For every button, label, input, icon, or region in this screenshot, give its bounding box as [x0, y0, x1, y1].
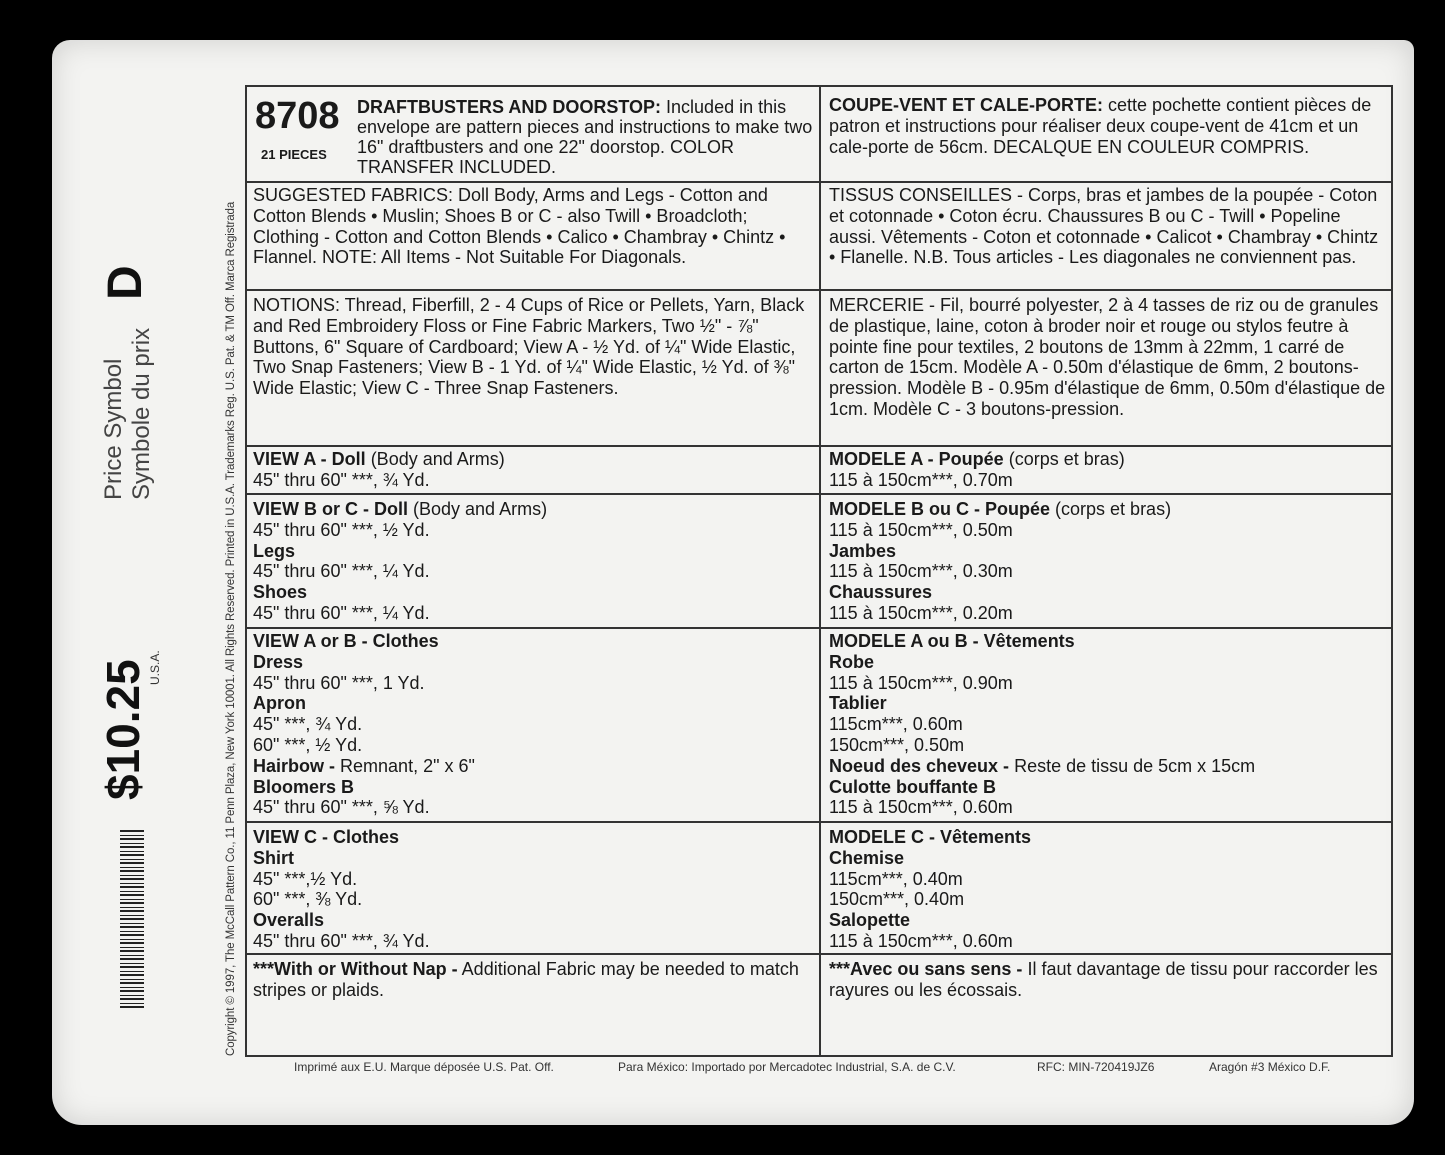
copyright-line: Copyright © 1997, The McCall Pattern Co., 11 Penn Plaza, New York 10001. All Rights Reserved. Printed in U.S.A. Trademarks Reg. U.S. Pat. & TM Off. Marca Registrada	[225, 201, 237, 1056]
yardage-line	[829, 561, 1389, 582]
yardage-heading: MODELE C - Vêtements	[829, 827, 1032, 847]
pattern-number: 8708	[255, 95, 340, 137]
view-a-en	[253, 449, 813, 491]
pieces-count: 21 PIECES	[261, 147, 327, 162]
yardage-line	[253, 499, 813, 520]
yardage-line	[253, 673, 813, 694]
yardage-line	[829, 889, 1389, 910]
yardage-detail: Remnant, 2" x 6"	[340, 755, 475, 776]
yardage-line	[253, 714, 813, 735]
yardage-value: 45" ***, ¾ Yd.	[253, 714, 363, 735]
view-a-fr	[829, 449, 1389, 491]
price-symbol-label: Price Symbol	[100, 358, 127, 500]
yardage-heading: Jambes	[829, 540, 897, 561]
view-bc-fr	[829, 499, 1389, 624]
yardage-heading: Robe	[829, 651, 874, 672]
yardage-value: 45" ***,½ Yd.	[253, 868, 358, 889]
yardage-line	[829, 827, 1389, 848]
header-fr-text: cette pochette contient pièces de patron et instructions pour réaliser deux coupe-vent de 41cm et un cale-porte de 56cm. DECALQUE EN COULEUR COMPRIS.	[829, 95, 1372, 157]
yardage-line	[253, 582, 813, 603]
view-a-fr-title: MODELE A - Poupée	[829, 449, 1004, 469]
yardage-line	[829, 756, 1389, 777]
yardage-detail: (corps et bras)	[1055, 499, 1172, 519]
yardage-line	[829, 869, 1389, 890]
yardage-heading: Chemise	[829, 847, 905, 868]
yardage-value: 60" ***, ½ Yd.	[253, 734, 363, 755]
yardage-line	[253, 735, 813, 756]
yardage-line	[253, 848, 813, 869]
header-fr	[829, 95, 1389, 157]
yardage-heading: Overalls	[253, 910, 325, 931]
view-a-en-sub: (Body and Arms)	[370, 449, 505, 469]
view-a-row	[247, 445, 1391, 495]
yardage-line	[253, 777, 813, 798]
yardage-value: 45" thru 60" ***, ¾ Yd.	[253, 930, 430, 951]
yardage-line	[829, 652, 1389, 673]
yardage-heading: Apron	[253, 693, 306, 714]
yardage-value: 115cm***, 0.60m	[829, 714, 963, 735]
yardage-value: 45" thru 60" ***, ⅝ Yd.	[253, 797, 430, 818]
yardage-line	[829, 714, 1389, 735]
yardage-heading: MODELE A ou B - Vêtements	[829, 631, 1075, 651]
yardage-value: 150cm***, 0.50m	[829, 734, 965, 755]
yardage-detail: (Body and Arms)	[413, 499, 548, 519]
view-a-fr-yardage: 115 à 150cm***, 0.70m	[829, 469, 1013, 490]
yardage-line	[829, 603, 1389, 624]
yardage-value: 115 à 150cm***, 0.30m	[829, 561, 1013, 582]
notions-fr: MERCERIE - Fil, bourré polyester, 2 à 4 tasses de riz ou de granules de plastique, laine, coton à broder noir et rouge ou stylos feutre à pointe fine pour textiles, 2 boutons de 13mm à 22mm, 1 carré de carton de 15cm. Modèle A - 0.50m d'élastique de 6mm, 2 boutons-pression. Modèle B - 0.95m d'élastique de 6mm, 0.50m d'élastique de 1cm. Modèle C - 3 boutons-pression.	[829, 295, 1386, 419]
yardage-heading: Salopette	[829, 910, 911, 931]
yardage-heading: VIEW C - Clothes	[253, 827, 400, 847]
yardage-heading: Shirt	[253, 847, 295, 868]
symbole-prix-label: Symbole du prix	[128, 327, 155, 500]
yardage-line	[829, 582, 1389, 603]
yardage-heading: Bloomers B	[253, 776, 355, 797]
nap-en-text: Additional Fabric may be needed to match stripes or plaids.	[253, 959, 799, 1000]
notions-en: NOTIONS: Thread, Fiberfill, 2 - 4 Cups of Rice or Pellets, Yarn, Black and Red Embroidery Floss or Fine Fabric Markers, Two ½" - ⅞" Buttons, 6" Square of Cardboard; View A - ½ Yd. of ¼" Wide Elastic, Two Snap Fasteners; View B - 1 Yd. of ¼" Wide Elastic, ½ Yd. of ⅜" Wide Elastic; View C - Three Snap Fasteners.	[253, 295, 805, 399]
yardage-heading: Culotte bouffante B	[829, 776, 996, 797]
yardage-heading: Shoes	[253, 582, 308, 603]
view-bc-en	[253, 499, 813, 624]
nap-row	[247, 953, 1391, 1057]
view-a-fr-sub: (corps et bras)	[1008, 449, 1125, 469]
yardage-line	[829, 541, 1389, 562]
yardage-line	[829, 777, 1389, 798]
nap-fr	[829, 959, 1389, 1001]
nap-en	[253, 959, 813, 1001]
price-letter: D	[99, 265, 152, 300]
yardage-line	[829, 848, 1389, 869]
yardage-value: 115 à 150cm***, 0.20m	[829, 602, 1013, 623]
yardage-value: 150cm***, 0.40m	[829, 889, 965, 910]
header-en-text: Included in this envelope are pattern pieces and instructions to make two 16" draftbusters and one 22" doorstop. COLOR TRANSFER INCLUDED.	[357, 97, 813, 177]
yardage-line	[253, 931, 813, 952]
yardage-value: 115 à 150cm***, 0.60m	[829, 797, 1013, 818]
price: $10.25	[97, 659, 149, 800]
nap-fr-title: ***Avec ou sans sens -	[829, 959, 1023, 979]
header-row	[247, 87, 1391, 183]
yardage-heading: Tablier	[829, 693, 887, 714]
yardage-line	[253, 541, 813, 562]
view-ab-en	[253, 631, 813, 818]
view-ab-fr	[829, 631, 1389, 818]
yardage-heading: VIEW A or B - Clothes	[253, 631, 439, 651]
yardage-heading: Chaussures	[829, 582, 933, 603]
footer-rfc: RFC: MIN-720419JZ6	[1037, 1060, 1155, 1074]
footer-aragon: Aragón #3 México D.F.	[1209, 1060, 1331, 1074]
nap-fr-text: Il faut davantage de tissu pour raccorder les rayures ou les écossais.	[829, 959, 1378, 1000]
yardage-heading: Dress	[253, 651, 304, 672]
yardage-value: 115 à 150cm***, 0.90m	[829, 672, 1013, 693]
yardage-heading: Hairbow -	[253, 755, 336, 776]
yardage-line	[253, 869, 813, 890]
fabrics-fr: TISSUS CONSEILLES - Corps, bras et jambes de la poupée - Coton et cotonnade • Coton écru. Chaussures B ou C - Twill • Popeline aussi. Vêtements - Coton et cotonnade • Calicot • Chambray • Chintz • Flanelle. N.B. Tous articles - Les diagonales ne conviennent pas.	[829, 185, 1379, 268]
header-fr-title: COUPE-VENT ET CALE-PORTE:	[829, 95, 1104, 115]
price-country: U.S.A.	[148, 650, 162, 685]
yardage-line	[829, 931, 1389, 952]
view-a-en-title: VIEW A - Doll	[253, 449, 366, 469]
yardage-line	[829, 520, 1389, 541]
fabrics-en: SUGGESTED FABRICS: Doll Body, Arms and Legs - Cotton and Cotton Blends • Muslin; Shoes B or C - also Twill • Broadcloth; Clothing - Cotton and Cotton Blends • Calico • Chambray • Chintz • Flannel. NOTE: All Items - Not Suitable For Diagonals.	[253, 185, 786, 268]
yardage-line	[829, 693, 1389, 714]
yardage-line	[829, 797, 1389, 818]
yardage-line	[829, 910, 1389, 931]
view-c-en	[253, 827, 813, 952]
yardage-line	[253, 631, 813, 652]
yardage-detail: Reste de tissu de 5cm x 15cm	[1014, 755, 1256, 776]
yardage-value: 115 à 150cm***, 0.60m	[829, 930, 1013, 951]
yardage-line	[253, 756, 813, 777]
yardage-value: 115cm***, 0.40m	[829, 868, 963, 889]
yardage-heading: Legs	[253, 540, 296, 561]
barcode	[120, 828, 144, 1008]
view-ab-row	[247, 627, 1391, 823]
view-c-row	[247, 821, 1391, 955]
yardage-line	[829, 735, 1389, 756]
yardage-line	[253, 603, 813, 624]
view-bc-row	[247, 493, 1391, 629]
view-a-en-yardage: 45" thru 60" ***, ¾ Yd.	[253, 469, 430, 490]
yardage-heading: MODELE B ou C - Poupée	[829, 499, 1051, 519]
footer-mexico: Para México: Importado por Mercadotec Industrial, S.A. de C.V.	[618, 1060, 956, 1074]
yardage-value: 115 à 150cm***, 0.50m	[829, 519, 1013, 540]
header-en-title: DRAFTBUSTERS AND DOORSTOP:	[357, 97, 662, 117]
yardage-value: 45" thru 60" ***, ½ Yd.	[253, 519, 430, 540]
yardage-value: 45" thru 60" ***, ¼ Yd.	[253, 602, 430, 623]
footer-imprime: Imprimé aux E.U. Marque déposée U.S. Pat. Off.	[294, 1060, 554, 1074]
yardage-line	[253, 827, 813, 848]
yardage-line	[253, 910, 813, 931]
fabrics-row	[247, 181, 1391, 291]
notions-row	[247, 289, 1391, 447]
yardage-line	[829, 499, 1389, 520]
yardage-heading: VIEW B or C - Doll	[253, 499, 408, 519]
yardage-value: 60" ***, ⅜ Yd.	[253, 889, 363, 910]
yardage-heading: Noeud des cheveux -	[829, 755, 1010, 776]
yardage-value: 45" thru 60" ***, 1 Yd.	[253, 672, 425, 693]
view-c-fr	[829, 827, 1389, 952]
yardage-line	[253, 561, 813, 582]
yardage-line	[829, 631, 1389, 652]
yardage-line	[253, 693, 813, 714]
instruction-sheet	[245, 85, 1393, 1057]
yardage-line	[829, 673, 1389, 694]
yardage-line	[253, 520, 813, 541]
yardage-line	[253, 889, 813, 910]
nap-en-title: ***With or Without Nap -	[253, 959, 458, 979]
yardage-value: 45" thru 60" ***, ¼ Yd.	[253, 561, 430, 582]
header-en	[357, 97, 817, 177]
yardage-line	[253, 797, 813, 818]
yardage-line	[253, 652, 813, 673]
